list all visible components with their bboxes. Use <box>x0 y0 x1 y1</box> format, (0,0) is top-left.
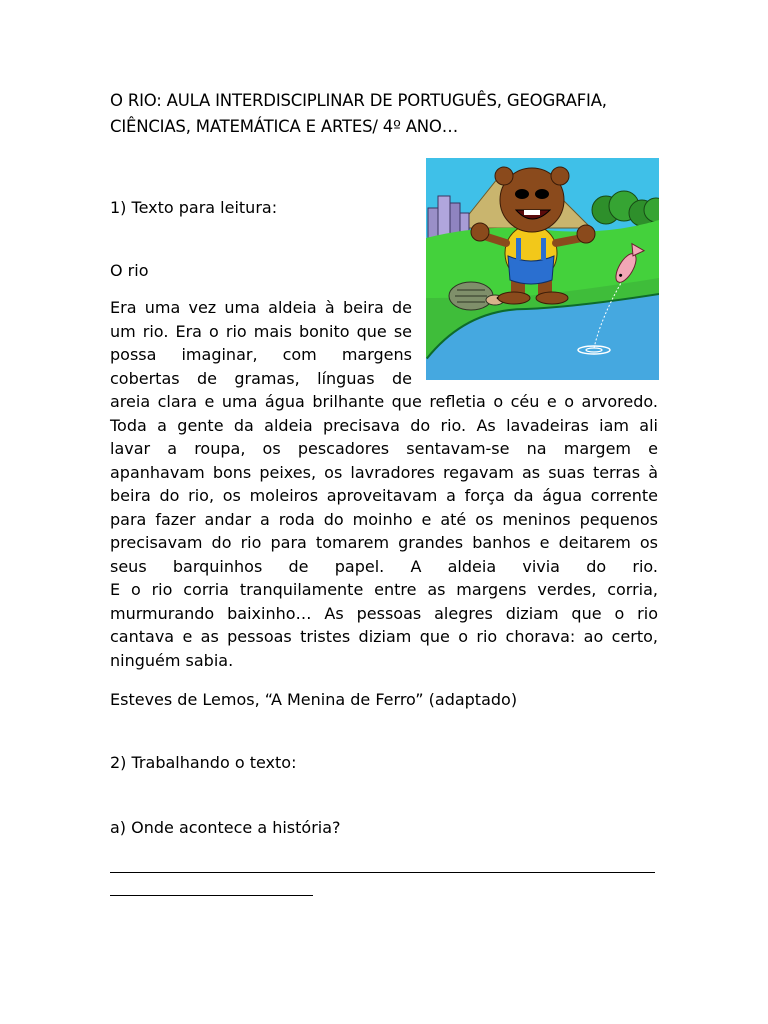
story-line: seus barquinhos de papel. A aldeia vivia do rio. <box>110 556 658 576</box>
story-line: precisavam do rio para tomarem grandes banhos e deitarem os <box>110 533 658 552</box>
story-line: areia clara e uma água brilhante que refletia o céu e o arvoredo. <box>110 392 658 411</box>
story-line: E o rio corria tranquilamente entre as margens verdes, corria, <box>110 580 658 599</box>
story-line: para fazer andar a roda do moinho e até os meninos pequenos <box>110 509 658 529</box>
question-a: a) Onde acontece a história? <box>110 818 341 837</box>
section-2-heading: 2) Trabalhando o texto: <box>110 753 297 772</box>
story-line: ninguém sabia. <box>110 650 234 670</box>
story-line: lavar a roupa, os pescadores sentavam-se na margem e <box>110 439 658 458</box>
story-line: Era uma vez uma aldeia à beira de <box>110 298 412 317</box>
story-paragraph-wide <box>110 390 658 672</box>
section-1-heading: 1) Texto para leitura: <box>110 198 278 217</box>
river-illustration <box>426 158 659 380</box>
story-line: cantava e as pessoas tristes diziam que o rio chorava: ao certo, <box>110 627 658 646</box>
answer-line-2[interactable] <box>110 895 313 896</box>
story-line: beira do rio, os moleiros aproveitavam a força da água corrente <box>110 486 658 505</box>
story-title: O rio <box>110 261 149 280</box>
page-title <box>110 88 670 140</box>
story-line: um rio. Era o rio mais bonito que se <box>110 321 412 341</box>
story-line: Toda a gente da aldeia precisava do rio. As lavadeiras iam ali <box>110 415 658 435</box>
answer-line-1[interactable] <box>110 872 655 873</box>
title-line-1: O RIO: AULA INTERDISCIPLINAR DE PORTUGUÊS, GEOGRAFIA, <box>110 91 607 110</box>
story-line: murmurando baixinho… As pessoas alegres diziam que o rio <box>110 603 658 623</box>
story-citation: Esteves de Lemos, “A Menina de Ferro” (adaptado) <box>110 690 518 709</box>
story-paragraph-narrow <box>110 296 412 390</box>
title-line-2: CIÊNCIAS, MATEMÁTICA E ARTES/ 4º ANO… <box>110 117 459 136</box>
story-line: possa imaginar, com margens <box>110 345 412 364</box>
cartoon-river-scene-image <box>426 158 659 380</box>
story-line: apanhavam bons peixes, os lavradores regavam as suas terras à <box>110 462 658 482</box>
story-line: cobertas de gramas, línguas de <box>110 368 412 388</box>
